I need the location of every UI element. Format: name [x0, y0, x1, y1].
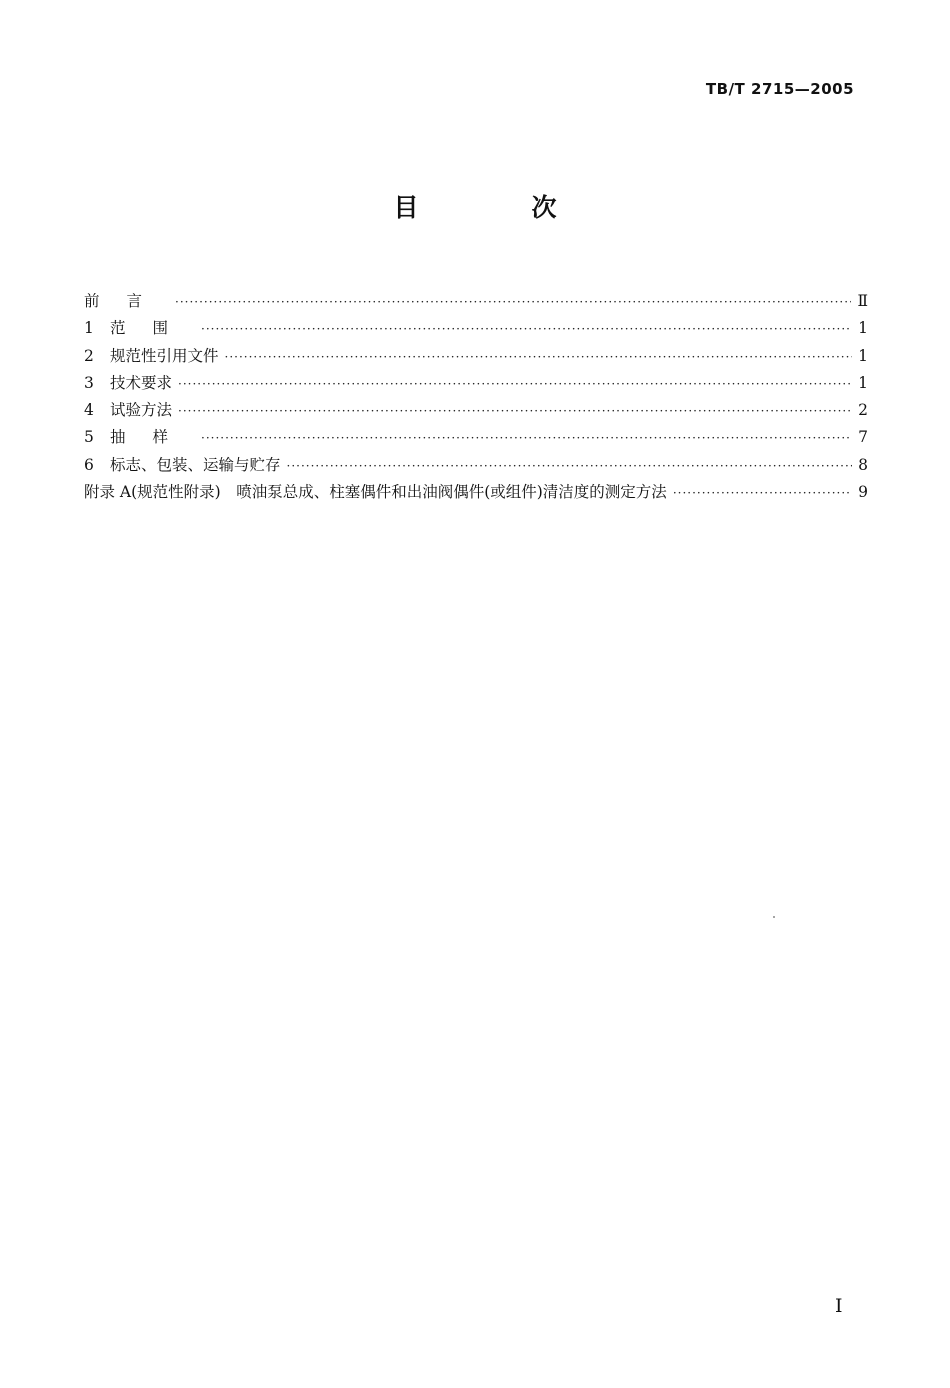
toc-entry-sampling[interactable]	[84, 424, 868, 451]
dot-leader	[178, 398, 852, 425]
toc-entry-page: 9	[858, 483, 868, 502]
toc-entry-number: 3	[84, 373, 94, 392]
toc-entry-technical-requirements[interactable]	[84, 370, 868, 397]
dot-leader	[287, 453, 853, 480]
toc-entry-label: 标志、包装、运输与贮存	[110, 455, 281, 474]
toc-entry-label: 试验方法	[110, 401, 173, 420]
page-title: 目 次	[393, 193, 601, 222]
toc-entry-number: 1	[84, 319, 94, 338]
dot-leader	[201, 425, 852, 452]
dot-leader	[201, 316, 852, 343]
toc-entry-page: 1	[858, 373, 868, 392]
toc-entry-foreword[interactable]	[84, 288, 868, 315]
dot-leader	[175, 289, 851, 316]
table-of-contents	[84, 288, 868, 506]
toc-entry-annex-a[interactable]	[84, 479, 868, 506]
toc-entry-label: 附录 A(规范性附录) 喷油泵总成、柱塞偶件和出油阀偶件(或组件)清洁度的测定方法	[84, 483, 667, 502]
dot-leader	[225, 344, 853, 371]
toc-entry-label: 规范性引用文件	[110, 346, 219, 365]
toc-entry-number: 5	[84, 428, 94, 447]
toc-entry-page: 7	[858, 428, 868, 447]
toc-entry-page: 8	[858, 455, 868, 474]
toc-entry-label: 前言	[84, 292, 170, 310]
scan-speck	[773, 916, 775, 918]
toc-entry-scope[interactable]	[84, 315, 868, 342]
toc-entry-label: 技术要求	[110, 373, 173, 392]
standard-code: TB/T 2715—2005	[705, 80, 854, 98]
toc-entry-test-methods[interactable]	[84, 397, 868, 424]
dot-leader	[673, 480, 852, 507]
dot-leader	[178, 371, 852, 398]
toc-entry-number: 6	[84, 455, 94, 474]
toc-entry-label: 范围	[110, 319, 196, 338]
toc-entry-label: 抽样	[110, 428, 196, 447]
toc-entry-marking-packaging[interactable]	[84, 452, 868, 479]
toc-entry-page: 1	[858, 346, 868, 365]
toc-entry-page: 2	[858, 401, 868, 420]
toc-entry-page: Ⅱ	[857, 292, 868, 310]
toc-entry-number: 4	[84, 401, 94, 420]
toc-entry-normative-references[interactable]	[84, 343, 868, 370]
toc-entry-page: 1	[858, 319, 868, 338]
page-number: Ⅰ	[835, 1295, 843, 1317]
toc-entry-number: 2	[84, 346, 94, 365]
